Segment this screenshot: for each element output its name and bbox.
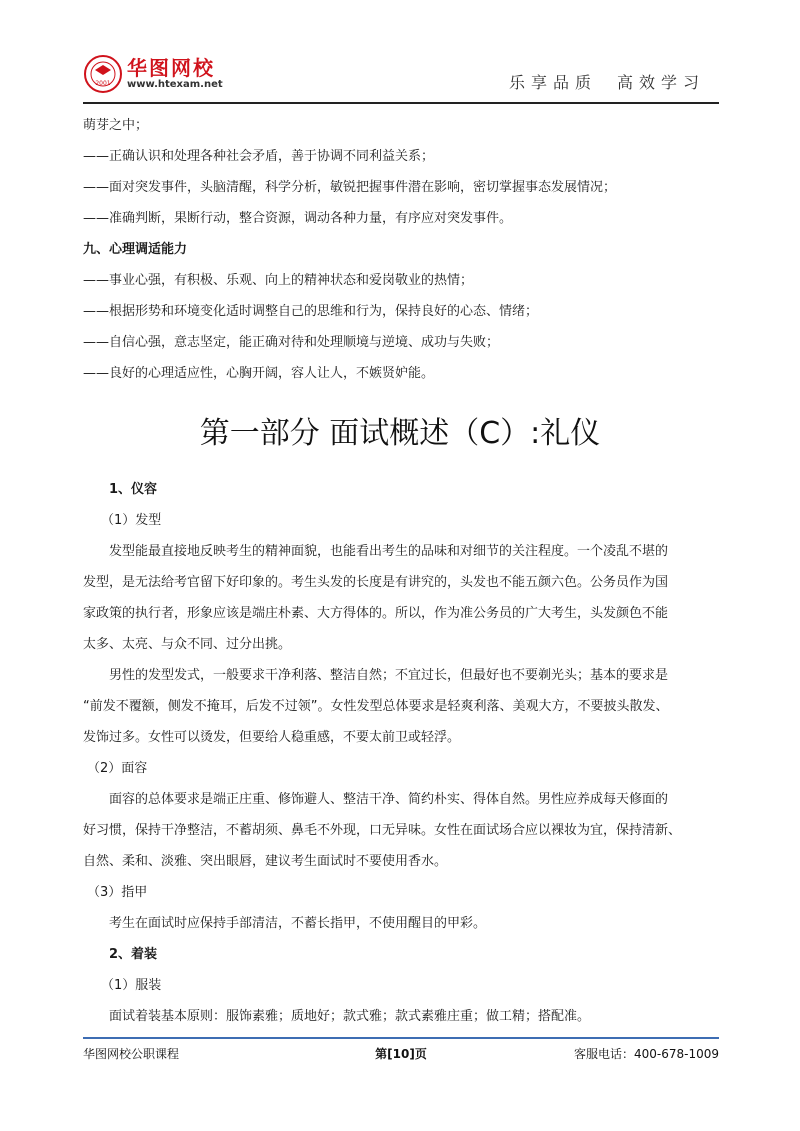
section-9-content [83,110,723,389]
paragraph-line: 发饰过多。女性可以烫发，但要给人稳重感，不要太前卫或轻浮。 [83,730,461,745]
header-divider [83,102,719,104]
footer-course-name: 华图网校公职课程 [83,1047,180,1061]
text-line: ——准确判断，果断行动，整合资源，调动各种力量，有序应对突发事件。 [83,211,513,226]
text-line: ——面对突发事件，头脑清醒，科学分析，敏锐把握事件潜在影响，密切掌握事态发展情况； [83,180,617,195]
footer-divider [83,1037,719,1039]
item-heading: （1）服装 [101,978,162,993]
text-line: ——自信心强，意志坚定，能正确对待和处理顺境与逆境、成功与失败； [83,335,500,350]
item-heading: （1）发型 [101,513,162,528]
paragraph-line: 面容的总体要求是端正庄重、修饰避人、整洁干净、简约朴实、得体自然。男性应养成每天修面的 [109,792,669,807]
logo-emblem-icon [83,54,123,94]
subsection-heading: 1、仪容 [109,482,158,497]
text-line: ——根据形势和环境变化适时调整自己的思维和行为，保持良好的心态、情绪； [83,304,539,319]
paragraph-line: 面试着装基本原则：服饰素雅；质地好；款式雅；款式素雅庄重；做工精；搭配准。 [109,1009,591,1024]
slogan-part-a: 乐享品质 [508,73,597,92]
logo-name: 华图网校 [127,56,215,80]
text-line: ——事业心强，有积极、乐观、向上的精神状态和爱岗敬业的热情； [83,273,474,288]
paragraph-line: 发型，是无法给考官留下好印象的。考生头发的长度是有讲究的，头发也不能五颜六色。公务员作为国 [83,575,669,590]
page-number: 第[10]页 [375,1047,427,1061]
paragraph-line: 发型能最直接地反映考生的精神面貌，也能看出考生的品味和对细节的关注程度。一个凌乱不堪的 [109,544,669,559]
logo-url: www.htexam.net [127,79,223,90]
logo-emblem-year: 2001 [95,80,111,87]
part-title: 第一部分 面试概述（C）:礼仪 [199,416,601,451]
subsection-heading: 2、着装 [109,947,158,962]
paragraph [83,784,723,877]
paragraph-line: “前发不覆额，侧发不掩耳，后发不过领”。女性发型总体要求是轻爽利落、美观大方，不要披头散发、 [83,699,669,714]
paragraph-line: 考生在面试时应保持手部清洁，不蓄长指甲，不使用醒目的甲彩。 [109,916,487,931]
paragraph-line: 男性的发型发式，一般要求干净利落、整洁自然；不宜过长，但最好也不要剃光头；基本的要求是 [109,668,669,683]
brand-logo[interactable] [83,48,233,98]
slogan-part-b: 高效学习 [616,73,705,92]
paragraph-line: 家政策的执行者，形象应该是端庄朴素、大方得体的。所以，作为准公务员的广大考生，头发颜色不能 [83,606,669,621]
section-heading: 九、心理调适能力 [83,242,188,257]
item-heading: （2）面容 [87,761,148,776]
footer-hotline: 客服电话：400-678-1009 [573,1047,719,1061]
item-heading: （3）指甲 [87,885,148,900]
paragraph-line: 自然、柔和、淡雅、突出眼唇，建议考生面试时不要使用香水。 [83,854,448,869]
text-line: 萌芽之中； [83,118,149,133]
header-slogan [509,70,705,93]
paragraph [83,660,723,753]
etiquette-content [83,474,723,1032]
paragraph-line: 太多、太亮、与众不同、过分出挑。 [83,637,292,652]
paragraph-line: 好习惯，保持干净整洁，不蓄胡须、鼻毛不外现，口无异味。女性在面试场合应以裸妆为宜，保持清新、 [83,823,682,838]
page-header [83,48,719,106]
text-line: ——正确认识和处理各种社会矛盾，善于协调不同利益关系； [83,149,435,164]
paragraph [83,536,723,660]
text-line: ——良好的心理适应性，心胸开阔，容人让人，不嫉贤妒能。 [83,366,435,381]
page-footer [83,1037,719,1067]
